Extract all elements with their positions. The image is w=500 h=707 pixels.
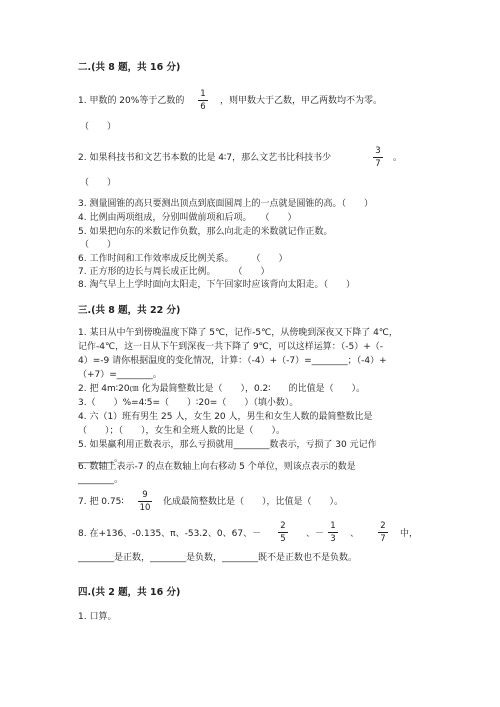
fraction-bar	[373, 157, 383, 158]
fraction-numerator: 3	[375, 146, 381, 156]
fraction-numerator: 2	[280, 521, 286, 531]
fraction-denominator: 6	[200, 102, 206, 112]
question-3-6-line-1: 6. 数轴上表示-7 的点在数轴上向右移动 5 个单位，则该点表示的数是	[78, 462, 356, 472]
question-3-5-line-1: 5. 如果赢利用正数表示，那么亏损就用________数表示，亏损了 30 元记作	[78, 440, 377, 450]
question-3-4-line-1: 4. 六（1）班有男生 25 人，女生 20 人，男生和女生人数的最简整数比是	[78, 412, 373, 422]
question-2-5-answer[interactable]: （ ）	[80, 240, 117, 250]
question-2-8: 8. 淘气早上上学时面向太阳走，下午回家时应该背向太阳走。（ ）	[78, 280, 355, 290]
fraction-numerator: 2	[380, 521, 386, 531]
question-3-6-line-2: ________。	[78, 475, 124, 485]
section-2-title: 二.(共 8 题，共 16 分)	[78, 62, 181, 73]
fraction-bar	[378, 532, 388, 533]
question-3-4-line-2: （ ）；（ ），女生和全班人数的比是（ ）。	[78, 426, 286, 436]
question-2-4: 4. 比例由两项组成，分别叫做前项和后项。 （ ）	[78, 213, 297, 223]
fraction-one-third	[328, 521, 338, 544]
fraction-bar	[328, 532, 338, 533]
fraction-numerator: 1	[330, 521, 336, 531]
question-2-6: 6. 工作时间和工作效率成反比例关系。 （ ）	[78, 254, 288, 264]
section-3-title: 三.(共 8 题，共 22 分)	[78, 305, 181, 316]
fraction-denominator: 7	[375, 159, 381, 169]
question-2-1-text-a: 1. 甲数的 20%等于乙数的	[78, 96, 185, 106]
fraction-bar	[198, 100, 208, 101]
fraction-nine-tenths	[138, 490, 152, 513]
section-4-title: 四.(共 2 题，共 16 分)	[78, 587, 181, 598]
question-3-7-text-b: 化成最简整数比是（ ），比值是（ ）。	[163, 497, 344, 507]
question-2-7: 7. 正方形的边长与周长成正比例。 （ ）	[78, 267, 270, 277]
question-3-8-line-2: ________是正数，________是负数，________既不是正数也不是负数。	[78, 553, 358, 563]
question-3-1-line-1: 1. 某日从中午到傍晚温度下降了 5℃，记作-5℃，从傍晚到深夜又下降了 4℃，	[78, 328, 398, 338]
question-3-1-line-2: 记作-4℃，这一日从下午到深夜一共下降了 9℃，可以这样运算：（-5）+（-	[78, 342, 384, 352]
question-3-2: 2. 把 4m∶20㎝ 化为最简整数比是（ ），0.2∶ 的比值是（ ）。	[78, 384, 366, 394]
question-3-5-line-2: ________。	[78, 454, 124, 464]
fraction-three-sevenths	[373, 146, 383, 169]
fraction-numerator: 1	[200, 89, 206, 99]
question-3-7-text-a: 7. 把 0.75∶	[78, 497, 124, 507]
question-3-8-end: 中，	[400, 529, 419, 539]
question-4-1: 1. 口算。	[78, 612, 117, 622]
question-3-1-line-3: 4）=-9 请你根据温度的变化情况，计算：（-4）+（-7）=________；（-4）+	[78, 356, 387, 366]
question-2-2-text-a: 2. 如果科技书和文艺书本数的比是 4∶7，那么文艺书比科技书少	[78, 153, 332, 163]
fraction-bar	[138, 501, 152, 502]
question-2-1-text-b: ，则甲数大于乙数，甲乙两数均不为零。	[220, 96, 383, 106]
question-2-2-text-b: 。	[393, 153, 403, 163]
question-3-3: 3.（ ）%=4∶5=（ ）∶20=（ ）（填小数）。	[78, 398, 299, 408]
fraction-bar	[278, 532, 288, 533]
fraction-denominator: 3	[330, 534, 336, 544]
fraction-denominator: 5	[280, 534, 286, 544]
fraction-two-fifths	[278, 521, 288, 544]
question-2-3: 3. 测量圆锥的高只要测出顶点到底面圆周上的一点就是圆锥的高。（ ）	[78, 199, 373, 209]
question-3-8-sep-1: 、－	[306, 529, 325, 539]
question-2-2-answer[interactable]: （ ）	[80, 178, 117, 188]
fraction-numerator: 9	[142, 490, 148, 500]
question-3-8-text-a: 8. 在+136、-0.135、π、-53.2、0、67、－	[78, 529, 262, 539]
fraction-one-sixth	[198, 89, 208, 112]
question-2-1-answer[interactable]: （ ）	[80, 122, 117, 132]
question-3-1-line-4: （+7）=________。	[78, 370, 162, 380]
fraction-denominator: 10	[139, 503, 151, 513]
fraction-two-sevenths	[378, 521, 388, 544]
fraction-denominator: 7	[380, 534, 386, 544]
question-3-8-sep-2: 、	[350, 529, 360, 539]
question-2-5-line-1: 5. 如果把向东的米数记作负数，那么向北走的米数就记作正数。	[78, 227, 333, 237]
